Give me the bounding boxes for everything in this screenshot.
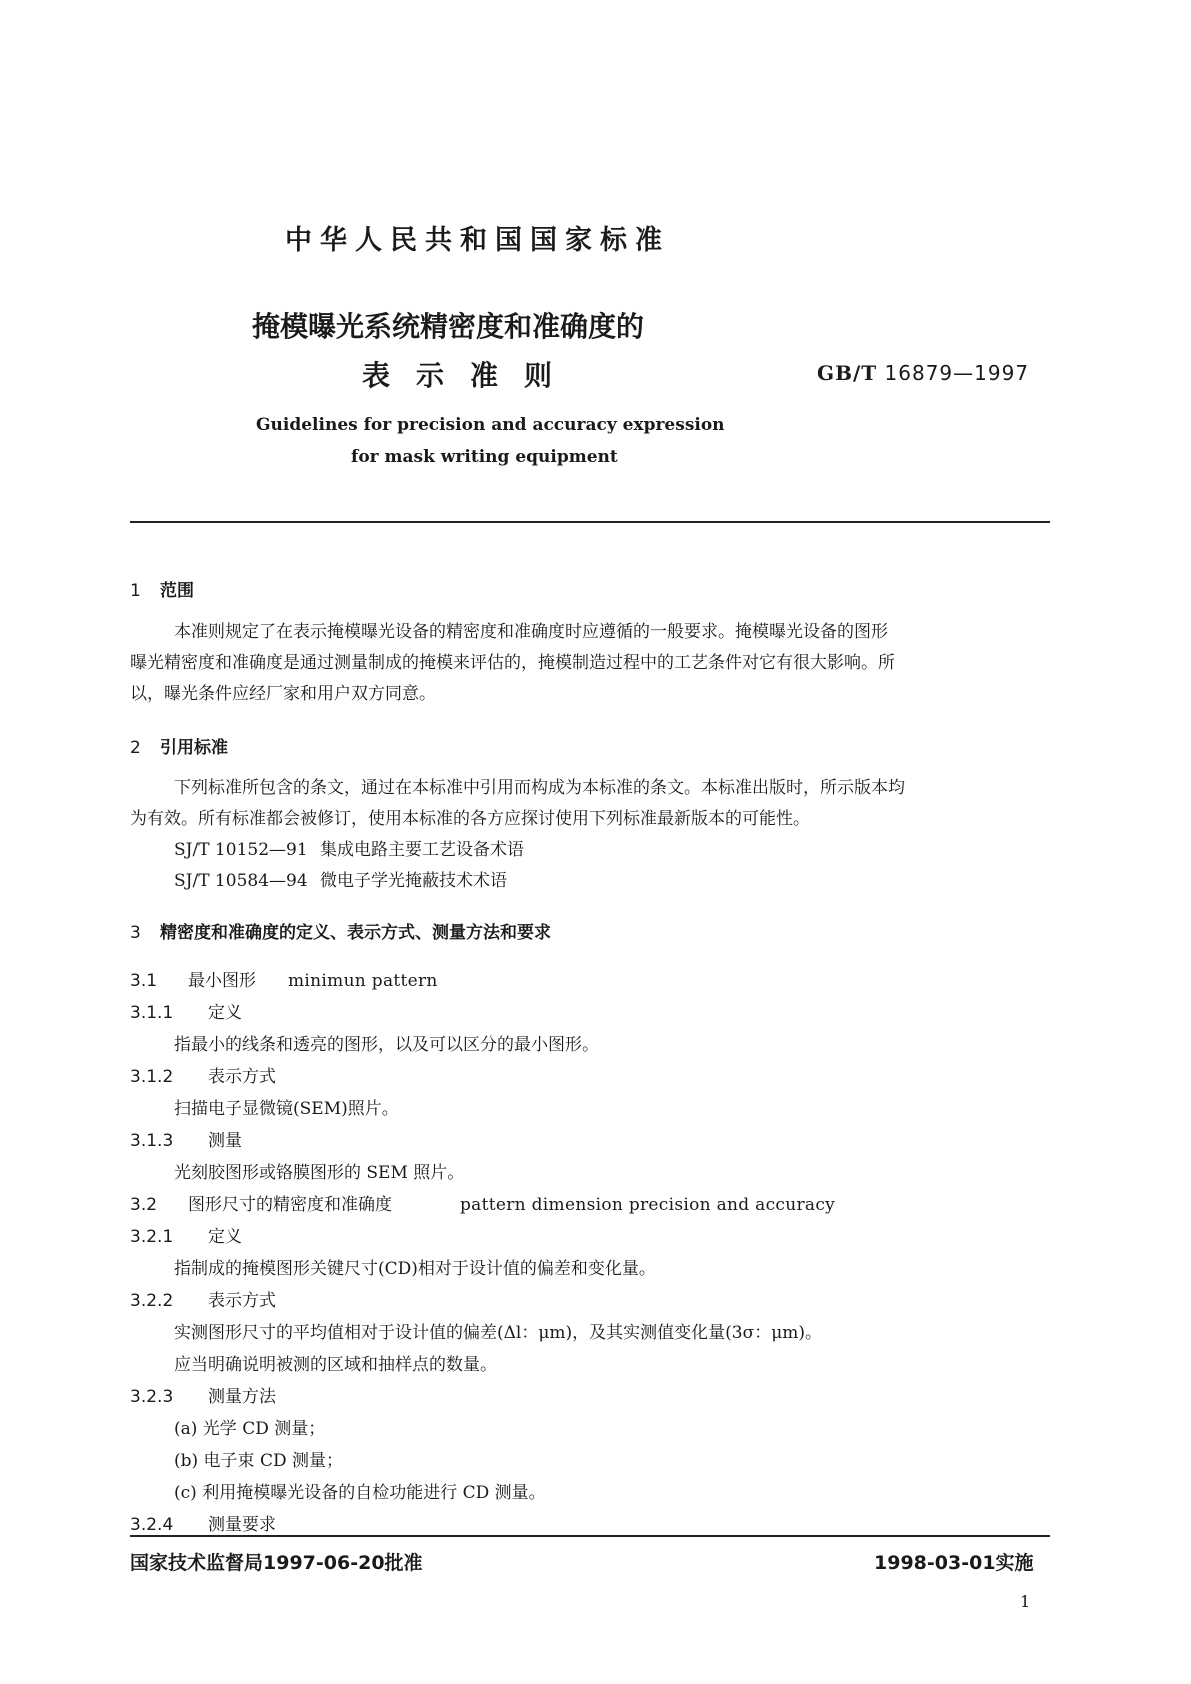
section-1-para-line3: 以，曝光条件应经厂家和用户双方同意。 <box>130 684 436 704</box>
subsection-number: 3.1.3 <box>130 1131 174 1151</box>
reference-code: SJ/T 10152—91 <box>174 840 308 860</box>
national-standard-heading: 中华人民共和国国家标准 <box>285 225 670 256</box>
section-2-para-line1: 下列标准所包含的条文，通过在本标准中引用而构成为本标准的条文。本标准出版时，所示版本均 <box>174 778 905 798</box>
subsection-title: 图形尺寸的精密度和准确度 <box>188 1195 392 1215</box>
subsection-number: 3.2 <box>130 1195 158 1215</box>
subsection-title: 测量方法 <box>208 1387 276 1407</box>
subsection-number: 3.1.2 <box>130 1067 174 1087</box>
section-number: 2 <box>130 738 141 758</box>
subsection-title: 表示方式 <box>208 1291 276 1311</box>
title-line1: 掩模曝光系统精密度和准确度的 <box>252 310 645 343</box>
english-title-line1: Guidelines for precision and accuracy expression <box>256 415 725 435</box>
subsection-title: 定义 <box>208 1227 242 1247</box>
subsection-3-1-2-heading <box>130 1062 276 1087</box>
effective-date: 1998-03-01实施 <box>874 1552 1034 1574</box>
subsection-3-1-1-heading <box>130 998 242 1023</box>
header-divider <box>130 521 1050 523</box>
subsection-title: 测量要求 <box>208 1515 276 1535</box>
section-3-heading <box>130 918 551 943</box>
subsection-3-1-1-text: 指最小的线条和透亮的图形，以及可以区分的最小图形。 <box>174 1035 599 1055</box>
subsection-number: 3.2.4 <box>130 1515 174 1535</box>
section-number: 1 <box>130 581 141 601</box>
subsection-english-term: minimun pattern <box>288 971 438 991</box>
subsection-3-2-2-text2: 应当明确说明被测的区域和抽样点的数量。 <box>174 1355 497 1375</box>
subsection-title: 表示方式 <box>208 1067 276 1087</box>
subsection-3-2-heading <box>130 1190 835 1215</box>
reference-code: SJ/T 10584—94 <box>174 871 308 891</box>
subsection-title: 测量 <box>208 1131 242 1151</box>
subsection-3-2-2-text1: 实测图形尺寸的平均值相对于设计值的偏差(Δl：μm)，及其实测值变化量(3σ：μm)。 <box>174 1323 822 1343</box>
section-2-para-line2: 为有效。所有标准都会被修订，使用本标准的各方应探讨使用下列标准最新版本的可能性。 <box>130 809 810 829</box>
page-number: 1 <box>1020 1592 1031 1611</box>
standard-prefix: GB/T <box>817 361 878 385</box>
title-line2: 表示准则 <box>362 359 579 392</box>
section-title: 引用标准 <box>160 738 228 758</box>
subsection-number: 3.1 <box>130 971 158 991</box>
subsection-title: 最小图形 <box>188 971 256 991</box>
section-2-heading <box>130 733 228 758</box>
english-title-line2: for mask writing equipment <box>351 447 618 467</box>
subsection-3-2-1-text: 指制成的掩模图形关键尺寸(CD)相对于设计值的偏差和变化量。 <box>174 1259 656 1279</box>
reference-item <box>174 866 507 897</box>
subsection-3-1-3-text: 光刻胶图形或铬膜图形的 SEM 照片。 <box>174 1163 465 1183</box>
subsection-english-term: pattern dimension precision and accuracy <box>460 1195 836 1215</box>
approval-statement: 国家技术监督局1997-06-20批准 <box>130 1552 423 1574</box>
footer-divider <box>130 1535 1050 1537</box>
reference-title: 集成电路主要工艺设备术语 <box>320 840 524 860</box>
section-number: 3 <box>130 923 141 943</box>
subsection-title: 定义 <box>208 1003 242 1023</box>
subsection-3-2-2-heading <box>130 1286 276 1311</box>
section-1-heading <box>130 576 194 601</box>
standard-code: 16879—1997 <box>877 361 1030 385</box>
section-title: 精密度和准确度的定义、表示方式、测量方法和要求 <box>160 923 551 943</box>
subsection-number: 3.2.2 <box>130 1291 174 1311</box>
subsection-3-1-3-heading <box>130 1126 242 1151</box>
standard-number <box>817 361 1029 385</box>
subsection-3-2-4-heading <box>130 1510 276 1535</box>
reference-item <box>174 835 524 866</box>
section-title: 范围 <box>160 581 194 601</box>
subsection-3-1-heading <box>130 966 438 991</box>
reference-title: 微电子学光掩蔽技术术语 <box>320 871 507 891</box>
subsection-number: 3.1.1 <box>130 1003 174 1023</box>
subsection-3-2-3-heading <box>130 1382 276 1407</box>
subsection-number: 3.2.3 <box>130 1387 174 1407</box>
subsection-3-1-2-text: 扫描电子显微镜(SEM)照片。 <box>174 1099 399 1119</box>
subsection-3-2-1-heading <box>130 1222 242 1247</box>
list-item: (a) 光学 CD 测量； <box>174 1419 326 1439</box>
subsection-number: 3.2.1 <box>130 1227 174 1247</box>
list-item: (c) 利用掩模曝光设备的自检功能进行 CD 测量。 <box>174 1483 546 1503</box>
section-1-para-line2: 曝光精密度和准确度是通过测量制成的掩模来评估的，掩模制造过程中的工艺条件对它有很大影响。所 <box>130 653 895 673</box>
list-item: (b) 电子束 CD 测量； <box>174 1451 343 1471</box>
section-1-para-line1: 本准则规定了在表示掩模曝光设备的精密度和准确度时应遵循的一般要求。掩模曝光设备的图形 <box>174 622 888 642</box>
